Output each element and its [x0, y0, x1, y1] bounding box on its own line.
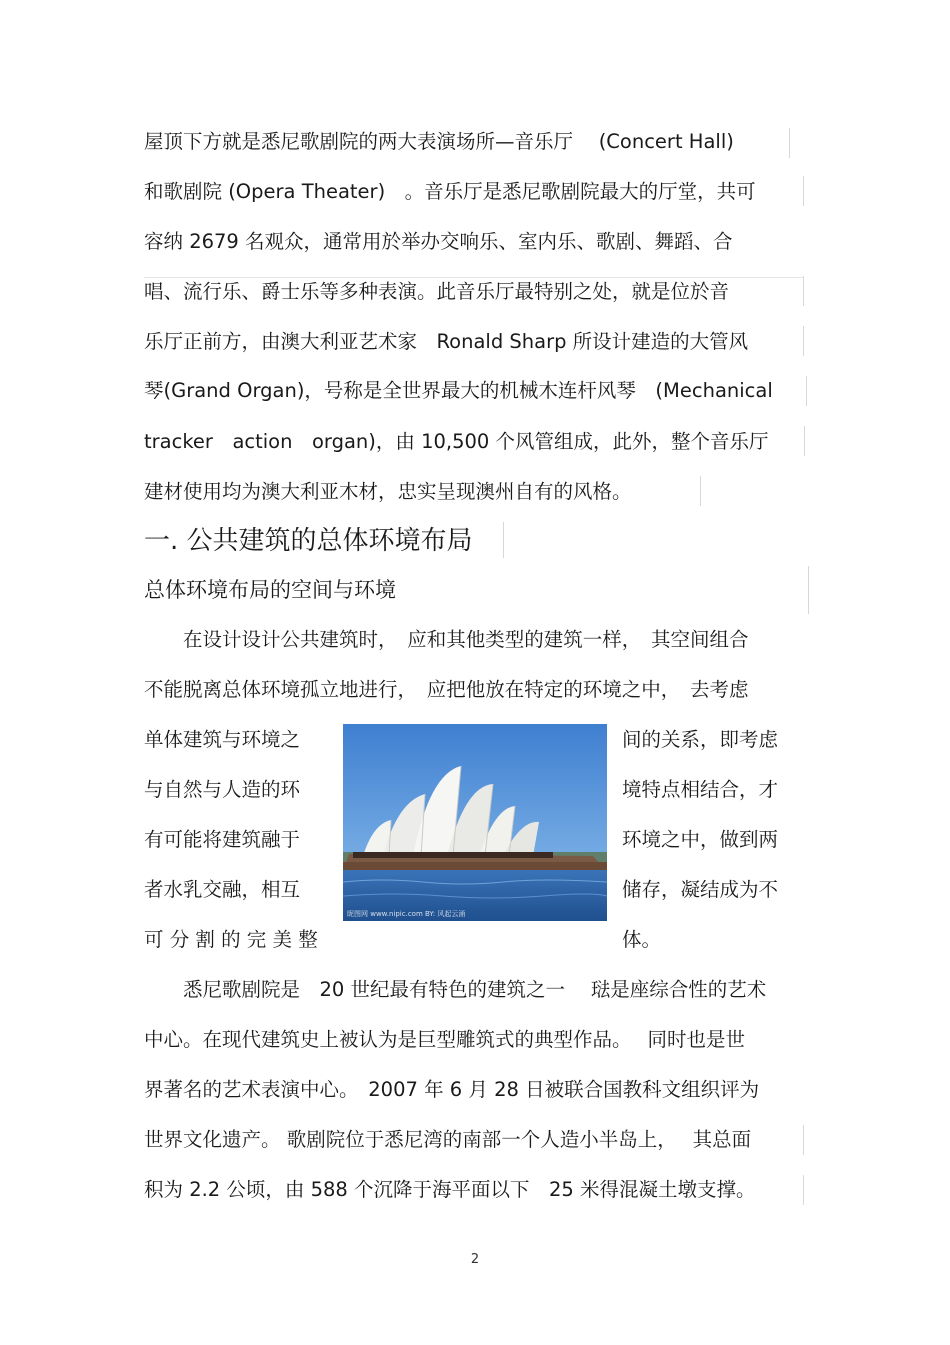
text-line: 建材使用均为澳大利亚木材，忠实呈现澳州自有的风格。 — [144, 480, 632, 503]
text-line: 不能脱离总体环境孤立地进行， 应把他放在特定的环境之中， 去考虑 — [144, 678, 749, 701]
text-line: 琴(Grand Organ)，号称是全世界最大的机械木连杆风琴 (Mechanical — [144, 379, 773, 402]
wrap-left-line: 单体建筑与环境之 — [144, 728, 301, 751]
text-line: tracker action organ)，由 10,500 个风管组成，此外，整个音乐厅 — [144, 430, 769, 453]
scan-rule — [803, 276, 804, 306]
text-line: 乐厅正前方，由澳大利亚艺术家 Ronald Sharp 所设计建造的大管风 — [144, 330, 749, 353]
opera-house-illustration — [343, 724, 607, 921]
section-heading: 一. 公共建筑的总体环境布局 — [144, 526, 473, 556]
text-line: 屋顶下方就是悉尼歌剧院的两大表演场所—音乐厅 (Concert Hall) — [144, 130, 734, 153]
subsection-heading: 总体环境布局的空间与环境 — [144, 578, 396, 602]
scan-rule — [804, 426, 805, 456]
text-line: 界著名的艺术表演中心。 2007 年 6 月 28 日被联合国教科文组织评为 — [144, 1078, 760, 1101]
page-number: 2 — [470, 1252, 480, 1267]
scan-rule — [803, 326, 804, 356]
wrap-right-line: 间的关系，即考虑 — [622, 728, 779, 751]
opera-house-photo — [343, 724, 607, 921]
wrap-left-line: 与自然与人造的环 — [144, 778, 301, 801]
text-line: 积为 2.2 公顷，由 588 个沉降于海平面以下 25 米得混凝土墩支撑。 — [144, 1178, 756, 1201]
scan-rule — [789, 128, 790, 158]
wrap-right-line: 境特点相结合，才 — [622, 778, 779, 801]
scan-rule — [803, 1125, 804, 1155]
text-line: 世界文化遗产。 歌剧院位于悉尼湾的南部一个人造小半岛上， 其总面 — [144, 1128, 752, 1151]
text-line: 在设计设计公共建筑时， 应和其他类型的建筑一样， 其空间组合 — [144, 628, 749, 651]
scan-rule — [700, 476, 701, 506]
wrap-left-line: 有可能将建筑融于 — [144, 828, 301, 851]
text-line: 中心。在现代建筑史上被认为是巨型雕筑式的典型作品。 同时也是世 — [144, 1028, 745, 1051]
scan-rule — [803, 176, 804, 206]
wrap-right-line: 储存，凝结成为不 — [622, 878, 779, 901]
text-line: 唱、流行乐、爵士乐等多种表演。此音乐厅最特别之处，就是位於音 — [144, 280, 730, 303]
wrap-left-line: 可 分 割 的 完 美 整 — [144, 928, 318, 951]
wrap-right-line: 环境之中，做到两 — [622, 828, 779, 851]
wrap-right-line: 体。 — [622, 928, 662, 951]
wrap-left-line: 者水乳交融，相互 — [144, 878, 301, 901]
text-line: 容纳 2679 名观众，通常用於举办交响乐、室内乐、歌剧、舞蹈、合 — [144, 230, 733, 253]
scan-rule — [144, 277, 804, 278]
scan-rule — [503, 522, 504, 558]
scan-rule — [808, 566, 809, 614]
text-line: 悉尼歌剧院是 20 世纪最有特色的建筑之一 琺是座综合性的艺术 — [144, 978, 767, 1001]
scan-rule — [803, 1175, 804, 1205]
text-line: 和歌剧院 (Opera Theater) 。音乐厅是悉尼歌剧院最大的厅堂，共可 — [144, 180, 756, 203]
photo-watermark: 昵图网 www.nipic.com BY: 风起云涌 — [347, 910, 466, 918]
scan-rule — [806, 376, 807, 406]
